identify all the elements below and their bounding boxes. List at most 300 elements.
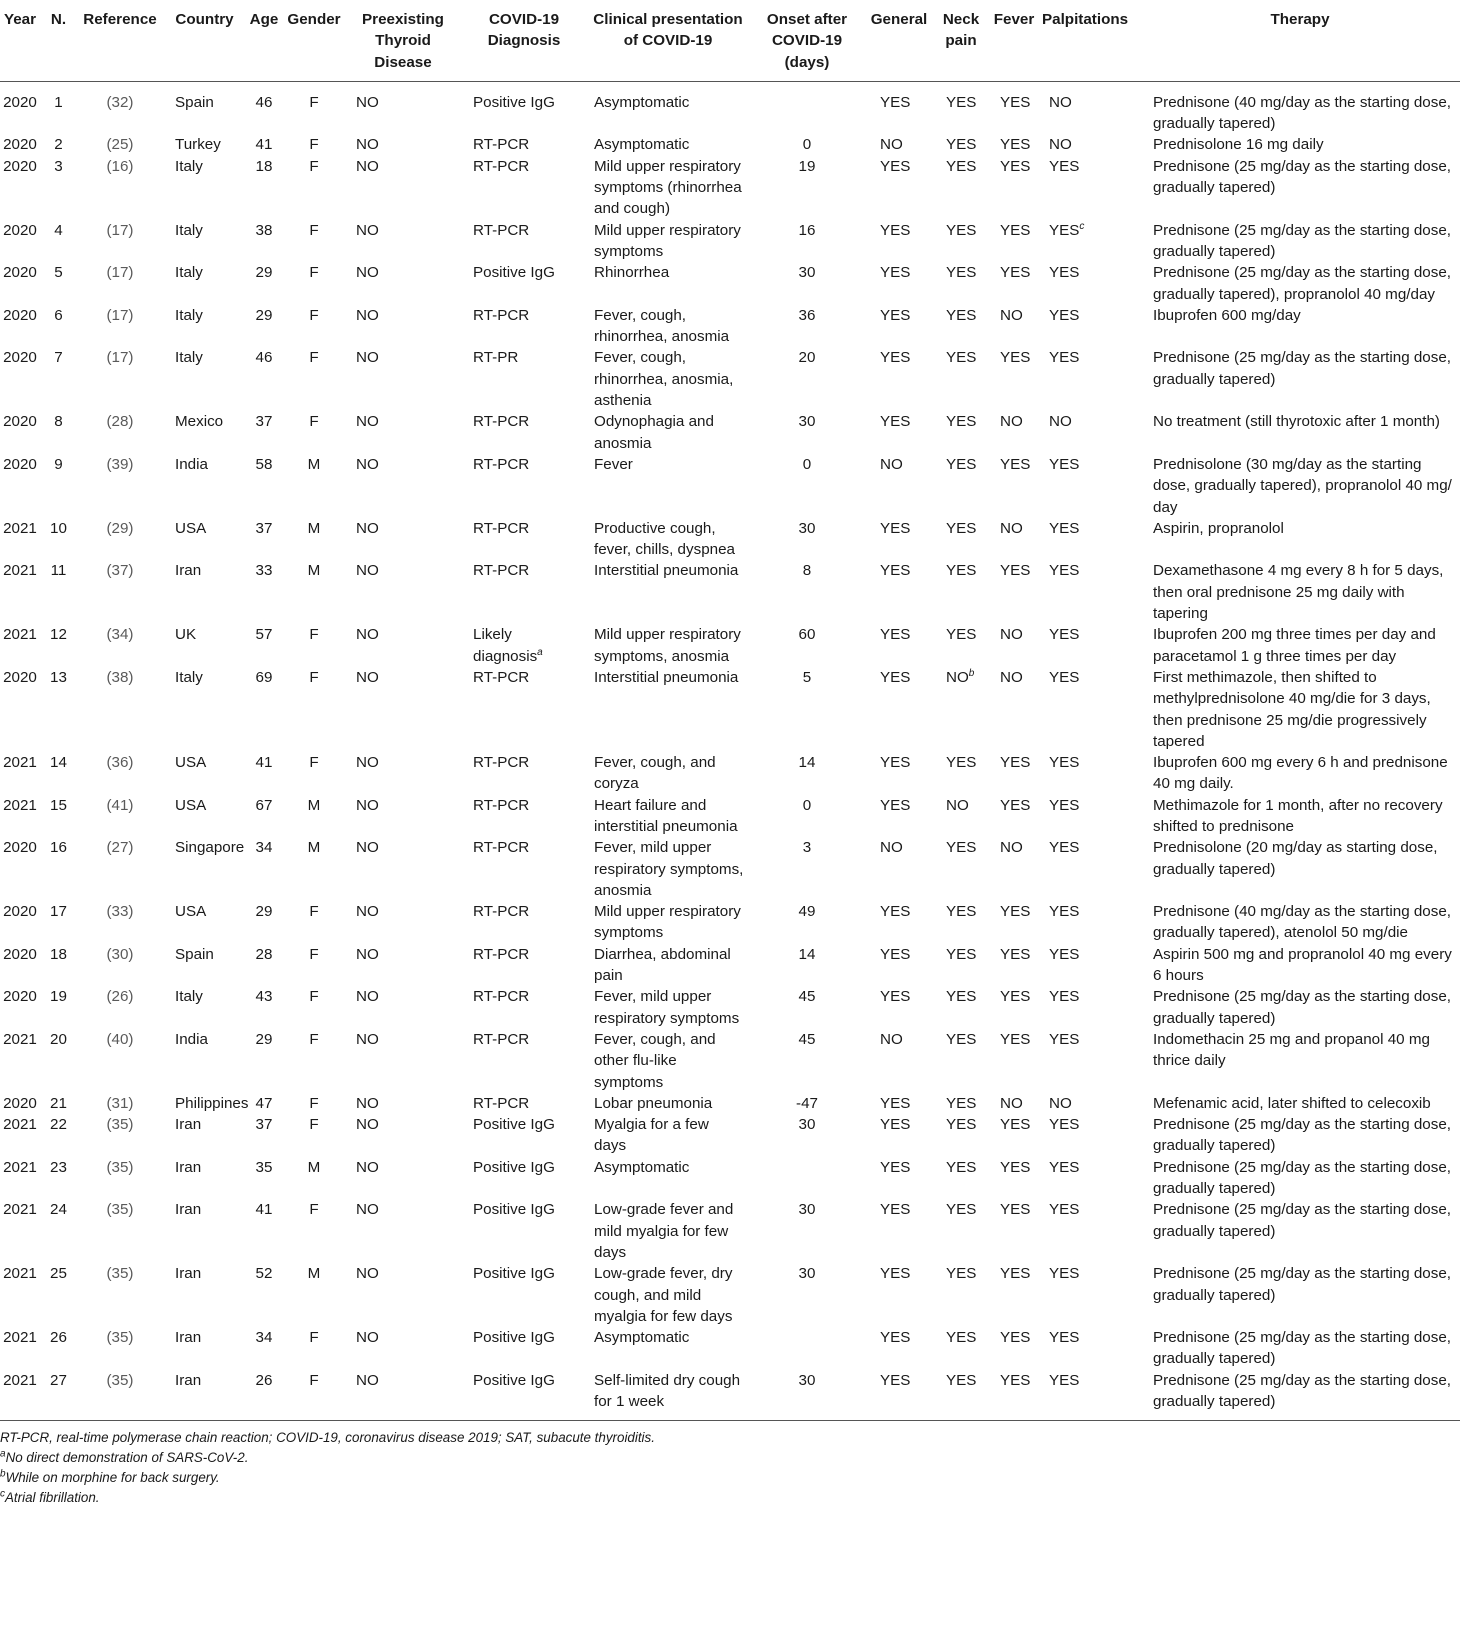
cell-year-text: 2020 <box>3 93 37 111</box>
footnote-b-mark: b <box>0 1468 6 1480</box>
cell-preexisting-text: NO <box>356 519 379 537</box>
cell-general <box>866 1370 932 1421</box>
cell-general-text: NO <box>880 839 903 857</box>
cell-country-text: Italy <box>175 988 203 1006</box>
cell-country-text: Italy <box>175 668 203 686</box>
cell-neck-pain <box>932 624 990 667</box>
footnote-c-mark: c <box>0 1488 5 1500</box>
cell-reference <box>77 1029 163 1093</box>
cell-fever-text: YES <box>1000 903 1031 921</box>
cell-palpitations-text: YES <box>1049 1371 1080 1389</box>
cell-neck-pain-text: YES <box>946 562 977 580</box>
cell-diagnosis <box>460 1263 588 1327</box>
cell-age-text: 57 <box>255 626 273 644</box>
cell-preexisting-text: NO <box>356 264 379 282</box>
cell-palpitations-text: YES <box>1049 1030 1080 1048</box>
cell-neck-pain <box>932 944 990 987</box>
cell-palpitations-text: NO <box>1049 136 1072 154</box>
cell-fever-text: YES <box>1000 988 1031 1006</box>
cell-number-text: 8 <box>54 413 63 431</box>
table-row <box>0 795 1460 838</box>
cell-onset-text: 0 <box>802 455 812 473</box>
cell-country-text: Iran <box>175 1116 202 1134</box>
cell-diagnosis <box>460 156 588 220</box>
cell-onset-text: 5 <box>802 668 812 686</box>
cell-gender-text: F <box>309 413 319 431</box>
cell-age <box>246 1029 282 1093</box>
cell-fever-text: YES <box>1000 136 1031 154</box>
cell-country <box>163 901 246 944</box>
cell-gender-text: F <box>309 626 319 644</box>
cell-country-text: Mexico <box>175 413 224 431</box>
cell-reference <box>77 1114 163 1157</box>
cell-year <box>0 81 40 134</box>
cell-onset-text: 16 <box>798 221 816 239</box>
cell-age-text: 41 <box>255 754 273 772</box>
cell-onset <box>748 220 866 263</box>
cell-number-text: 10 <box>50 519 67 537</box>
cell-number <box>40 1114 77 1157</box>
cell-reference-text: (35) <box>106 1158 134 1176</box>
cell-neck-pain-text: YES <box>946 455 977 473</box>
cell-reference-text: (31) <box>106 1094 134 1112</box>
cell-general <box>866 795 932 838</box>
cell-palpitations <box>1038 1114 1140 1157</box>
cell-onset <box>748 1029 866 1093</box>
cell-neck-pain-text: YES <box>946 839 977 857</box>
table-row <box>0 1370 1460 1421</box>
cell-onset <box>748 837 866 901</box>
cell-clinical-text: Fever, cough, rhinorrhea, anosmia, asthenia <box>594 349 734 410</box>
cell-clinical-text: Fever, cough, and other flu-like symptoms <box>594 1030 716 1091</box>
cell-age-text: 33 <box>255 562 273 580</box>
cell-preexisting <box>346 305 460 348</box>
cell-therapy <box>1140 1199 1460 1263</box>
cell-neck-pain-text: YES <box>946 93 977 111</box>
cell-clinical <box>588 944 748 987</box>
cell-country-text: Italy <box>175 157 203 175</box>
cell-reference <box>77 986 163 1029</box>
cell-country <box>163 986 246 1029</box>
cell-therapy <box>1140 1029 1460 1093</box>
cell-preexisting <box>346 1114 460 1157</box>
cell-therapy <box>1140 944 1460 987</box>
cell-onset <box>748 795 866 838</box>
cell-preexisting-text: NO <box>356 1329 379 1347</box>
cell-onset <box>748 752 866 795</box>
cell-onset <box>748 901 866 944</box>
cell-fever-text: YES <box>1000 349 1031 367</box>
cell-clinical-text: Fever, cough, rhinorrhea, anosmia <box>594 306 730 346</box>
cell-onset <box>748 667 866 752</box>
cell-fever <box>990 1370 1038 1421</box>
cell-onset-text: 14 <box>798 945 816 963</box>
cell-palpitations-text: YES <box>1049 349 1080 367</box>
cell-number <box>40 1263 77 1327</box>
cell-neck-pain-text: YES <box>946 945 977 963</box>
cell-diagnosis <box>460 1029 588 1093</box>
cell-age-text: 29 <box>255 306 273 324</box>
cell-general <box>866 837 932 901</box>
cell-palpitations <box>1038 220 1140 263</box>
cell-country <box>163 347 246 411</box>
header-country: Country <box>163 0 246 81</box>
cell-clinical-text: Asymptomatic <box>594 1329 690 1347</box>
cell-therapy <box>1140 1093 1460 1114</box>
cell-clinical <box>588 347 748 411</box>
cell-age <box>246 347 282 411</box>
cell-therapy-text: Prednisone (40 mg/day as the starting dose, gradually tapered) <box>1153 93 1452 133</box>
cell-therapy <box>1140 518 1460 561</box>
cell-country-text: Iran <box>175 1371 202 1389</box>
cell-gender-text: F <box>309 1094 319 1112</box>
cell-gender-text: M <box>307 796 321 814</box>
cell-country <box>163 1263 246 1327</box>
cell-gender <box>282 944 346 987</box>
cell-gender-text: F <box>309 136 319 154</box>
cell-fever-text: YES <box>1000 93 1031 111</box>
cell-clinical <box>588 667 748 752</box>
cell-year <box>0 901 40 944</box>
cell-gender <box>282 1093 346 1114</box>
cell-preexisting <box>346 454 460 518</box>
cell-therapy-text: Prednisone (25 mg/day as the starting dose, gradually tapered) <box>1153 157 1452 197</box>
cell-therapy <box>1140 220 1460 263</box>
cell-palpitations-text: YES <box>1049 796 1080 814</box>
cell-age-text: 37 <box>255 1116 273 1134</box>
cell-age <box>246 1114 282 1157</box>
cell-number-text: 25 <box>50 1265 67 1283</box>
cell-year <box>0 1114 40 1157</box>
cell-number <box>40 752 77 795</box>
cell-number <box>40 262 77 305</box>
cell-number <box>40 795 77 838</box>
cell-diagnosis-text: RT-PCR <box>473 754 530 772</box>
cell-year <box>0 1029 40 1093</box>
cell-fever-text: YES <box>1000 1116 1031 1134</box>
cell-preexisting <box>346 837 460 901</box>
cell-clinical <box>588 156 748 220</box>
footnote-a-mark: a <box>0 1448 6 1460</box>
cell-fever <box>990 156 1038 220</box>
cell-age <box>246 1263 282 1327</box>
cell-onset <box>748 1093 866 1114</box>
cell-onset <box>748 454 866 518</box>
cell-year <box>0 624 40 667</box>
cell-fever <box>990 347 1038 411</box>
cell-preexisting <box>346 667 460 752</box>
cell-age-text: 43 <box>255 988 273 1006</box>
cell-country-text: USA <box>175 903 207 921</box>
cell-fever-text: YES <box>1000 1371 1031 1389</box>
cell-number-text: 23 <box>50 1158 67 1176</box>
cell-clinical <box>588 1029 748 1093</box>
cell-neck-pain-text: YES <box>946 626 977 644</box>
cell-gender-text: M <box>307 455 321 473</box>
cell-onset <box>748 624 866 667</box>
cell-therapy-text: Prednisone (40 mg/day as the starting dose, gradually tapered), atenolol 50 mg/die <box>1153 903 1452 942</box>
cell-reference-text: (29) <box>106 519 134 537</box>
cell-gender-text: F <box>309 1201 319 1219</box>
cell-therapy <box>1140 454 1460 518</box>
cell-reference-text: (26) <box>106 988 134 1006</box>
cell-age <box>246 454 282 518</box>
cell-number <box>40 667 77 752</box>
cell-neck-pain <box>932 220 990 263</box>
cell-general-text: YES <box>880 157 911 175</box>
cell-therapy <box>1140 411 1460 454</box>
cell-preexisting-text: NO <box>356 1158 379 1176</box>
cell-year <box>0 1199 40 1263</box>
cell-year-text: 2021 <box>3 519 37 537</box>
cell-year-text: 2021 <box>3 754 37 772</box>
cell-therapy <box>1140 1263 1460 1327</box>
cell-therapy-text: Prednisone (25 mg/day as the starting dose, gradually tapered) <box>1153 988 1452 1027</box>
cell-therapy-text: Aspirin, propranolol <box>1153 519 1284 537</box>
cell-palpitations <box>1038 1263 1140 1327</box>
cell-onset <box>748 156 866 220</box>
cell-reference <box>77 518 163 561</box>
cell-therapy-text: Prednisolone (30 mg/day as the starting dose, gradually tapered), propranolol 40 mg/ day <box>1153 455 1452 516</box>
header-general: General <box>866 0 932 81</box>
cell-country-text: Italy <box>175 221 203 239</box>
cell-clinical <box>588 1199 748 1263</box>
cell-palpitations <box>1038 560 1140 624</box>
cell-therapy-text: Aspirin 500 mg and propranolol 40 mg every 6 hours <box>1153 945 1452 985</box>
cell-year-text: 2020 <box>3 306 37 324</box>
cell-onset <box>748 1327 866 1370</box>
cell-general <box>866 901 932 944</box>
cell-neck-pain <box>932 518 990 561</box>
cell-reference <box>77 560 163 624</box>
cell-onset <box>748 81 866 134</box>
cell-year-text: 2020 <box>3 413 37 431</box>
cell-onset-text: 30 <box>798 1201 816 1219</box>
cell-clinical <box>588 454 748 518</box>
cell-general-text: YES <box>880 903 911 921</box>
cell-preexisting <box>346 901 460 944</box>
header-clinical: Clinical presentation of COVID-19 <box>588 0 748 81</box>
header-gender: Gender <box>282 0 346 81</box>
cell-reference <box>77 454 163 518</box>
cell-number <box>40 81 77 134</box>
table-row <box>0 986 1460 1029</box>
cell-reference-text: (38) <box>106 668 134 686</box>
cell-age <box>246 81 282 134</box>
cell-diagnosis <box>460 1093 588 1114</box>
cell-gender <box>282 454 346 518</box>
cell-therapy <box>1140 1157 1460 1200</box>
cell-diagnosis-text: Positive IgG <box>473 93 555 111</box>
cell-reference <box>77 305 163 348</box>
cell-preexisting-text: NO <box>356 1201 379 1219</box>
cell-onset-text: 8 <box>802 562 812 580</box>
cell-number-text: 26 <box>50 1329 67 1347</box>
table-row <box>0 1327 1460 1370</box>
cell-country <box>163 156 246 220</box>
cell-diagnosis <box>460 347 588 411</box>
footnote-marker: b <box>968 667 975 679</box>
cell-reference <box>77 347 163 411</box>
cell-palpitations <box>1038 134 1140 155</box>
cell-clinical <box>588 1114 748 1157</box>
cell-therapy-text: Ibuprofen 600 mg/day <box>1153 306 1301 324</box>
cell-fever <box>990 1263 1038 1327</box>
cell-palpitations <box>1038 667 1140 752</box>
cell-palpitations-text: NO <box>1049 413 1072 431</box>
cell-gender <box>282 901 346 944</box>
cell-onset-text: 60 <box>798 626 816 644</box>
cell-diagnosis <box>460 986 588 1029</box>
cell-diagnosis-text: Positive IgG <box>473 264 555 282</box>
cell-number <box>40 411 77 454</box>
cell-therapy-text: Mefenamic acid, later shifted to celecoxib <box>1153 1094 1431 1112</box>
cell-onset-text: 30 <box>798 413 816 431</box>
cell-year <box>0 220 40 263</box>
cell-country <box>163 81 246 134</box>
cell-therapy-text: Prednisone (25 mg/day as the starting dose, gradually tapered) <box>1153 1265 1452 1304</box>
cell-gender <box>282 837 346 901</box>
cell-clinical <box>588 262 748 305</box>
cell-therapy <box>1140 752 1460 795</box>
cell-gender <box>282 1029 346 1093</box>
cell-general-text: YES <box>880 264 911 282</box>
cell-onset-text: 45 <box>798 1030 816 1048</box>
cell-palpitations <box>1038 986 1140 1029</box>
cell-onset-text: 0 <box>802 796 812 814</box>
cell-neck-pain <box>932 560 990 624</box>
cell-general-text: YES <box>880 1158 911 1176</box>
cell-onset <box>748 560 866 624</box>
cell-onset-text: 30 <box>798 1265 816 1283</box>
cell-clinical <box>588 518 748 561</box>
footnote-c <box>0 1488 1460 1508</box>
cell-therapy <box>1140 1327 1460 1370</box>
cell-age-text: 28 <box>255 945 273 963</box>
cell-preexisting-text: NO <box>356 413 379 431</box>
cell-clinical-text: Low-grade fever, dry cough, and mild myalgia for few days <box>594 1265 733 1325</box>
cell-neck-pain <box>932 134 990 155</box>
cell-neck-pain-text: YES <box>946 413 977 431</box>
footnote-marker: c <box>1079 220 1085 232</box>
cell-country <box>163 944 246 987</box>
cell-neck-pain-text: NO <box>946 668 969 686</box>
header-preexisting: Preexisting Thyroid Disease <box>346 0 460 81</box>
table-row <box>0 1029 1460 1093</box>
cell-age-text: 47 <box>255 1094 273 1112</box>
cell-palpitations-text: YES <box>1049 157 1080 175</box>
cell-therapy-text: Prednisone (25 mg/day as the starting dose, gradually tapered) <box>1153 1158 1452 1198</box>
cell-country <box>163 411 246 454</box>
cell-gender-text: F <box>309 93 319 111</box>
cell-number <box>40 1327 77 1370</box>
cell-diagnosis <box>460 1199 588 1263</box>
cell-gender-text: F <box>309 1030 319 1048</box>
cell-therapy <box>1140 986 1460 1029</box>
cell-onset <box>748 347 866 411</box>
cell-year-text: 2020 <box>3 945 37 963</box>
cell-gender-text: F <box>309 157 319 175</box>
cell-general <box>866 1157 932 1200</box>
cell-gender <box>282 262 346 305</box>
header-diagnosis: COVID-19 Diagnosis <box>460 0 588 81</box>
cell-country-text: Philippines <box>175 1094 249 1112</box>
cell-clinical-text: Myalgia for a few days <box>594 1116 709 1155</box>
cell-gender-text: F <box>309 306 319 324</box>
cell-country <box>163 560 246 624</box>
cell-clinical-text: Mild upper respiratory symptoms <box>594 903 741 942</box>
cell-number <box>40 560 77 624</box>
table-row <box>0 220 1460 263</box>
cell-onset-text: 30 <box>798 519 816 537</box>
cell-diagnosis <box>460 411 588 454</box>
cell-gender <box>282 1327 346 1370</box>
cell-clinical-text: Fever <box>594 455 633 473</box>
cell-preexisting <box>346 624 460 667</box>
cell-palpitations <box>1038 518 1140 561</box>
cell-gender-text: M <box>307 562 321 580</box>
cell-number <box>40 901 77 944</box>
cell-reference <box>77 752 163 795</box>
cell-preexisting-text: NO <box>356 903 379 921</box>
cell-reference <box>77 1199 163 1263</box>
cell-diagnosis <box>460 1370 588 1421</box>
cell-age-text: 35 <box>255 1158 273 1176</box>
cell-onset-text: 36 <box>798 306 816 324</box>
cell-general <box>866 134 932 155</box>
cell-preexisting <box>346 986 460 1029</box>
cell-reference-text: (17) <box>106 349 134 367</box>
cell-palpitations <box>1038 347 1140 411</box>
cell-clinical <box>588 837 748 901</box>
cell-clinical-text: Heart failure and interstitial pneumonia <box>594 796 738 835</box>
cell-country-text: USA <box>175 754 207 772</box>
cell-country-text: Italy <box>175 349 203 367</box>
cell-fever <box>990 81 1038 134</box>
cell-preexisting <box>346 1263 460 1327</box>
cell-preexisting-text: NO <box>356 626 379 644</box>
cell-fever-text: YES <box>1000 1265 1031 1283</box>
cell-fever-text: YES <box>1000 221 1031 239</box>
cell-age-text: 38 <box>255 221 273 239</box>
cell-reference-text: (35) <box>106 1116 134 1134</box>
cell-fever <box>990 752 1038 795</box>
cell-reference <box>77 1327 163 1370</box>
cell-preexisting <box>346 1029 460 1093</box>
cell-therapy <box>1140 347 1460 411</box>
cell-reference <box>77 667 163 752</box>
cell-onset-text: 0 <box>802 136 812 154</box>
cell-preexisting-text: NO <box>356 136 379 154</box>
cell-general <box>866 1327 932 1370</box>
cell-diagnosis-text: RT-PCR <box>473 668 530 686</box>
cell-preexisting <box>346 1370 460 1421</box>
cell-reference-text: (30) <box>106 945 134 963</box>
cell-gender <box>282 1157 346 1200</box>
cell-gender-text: F <box>309 668 319 686</box>
footnote-marker: a <box>537 646 543 658</box>
cell-neck-pain <box>932 262 990 305</box>
cell-gender <box>282 305 346 348</box>
cell-number-text: 3 <box>54 157 63 175</box>
footnote-abbreviations: RT-PCR, real-time polymerase chain reaction; COVID-19, coronavirus disease 2019; SAT, subacute thyroiditis. <box>0 1430 655 1446</box>
cell-fever <box>990 220 1038 263</box>
cell-diagnosis-text: RT-PCR <box>473 903 530 921</box>
cell-gender <box>282 518 346 561</box>
cell-gender <box>282 1370 346 1421</box>
cell-fever <box>990 1029 1038 1093</box>
cell-neck-pain <box>932 1114 990 1157</box>
